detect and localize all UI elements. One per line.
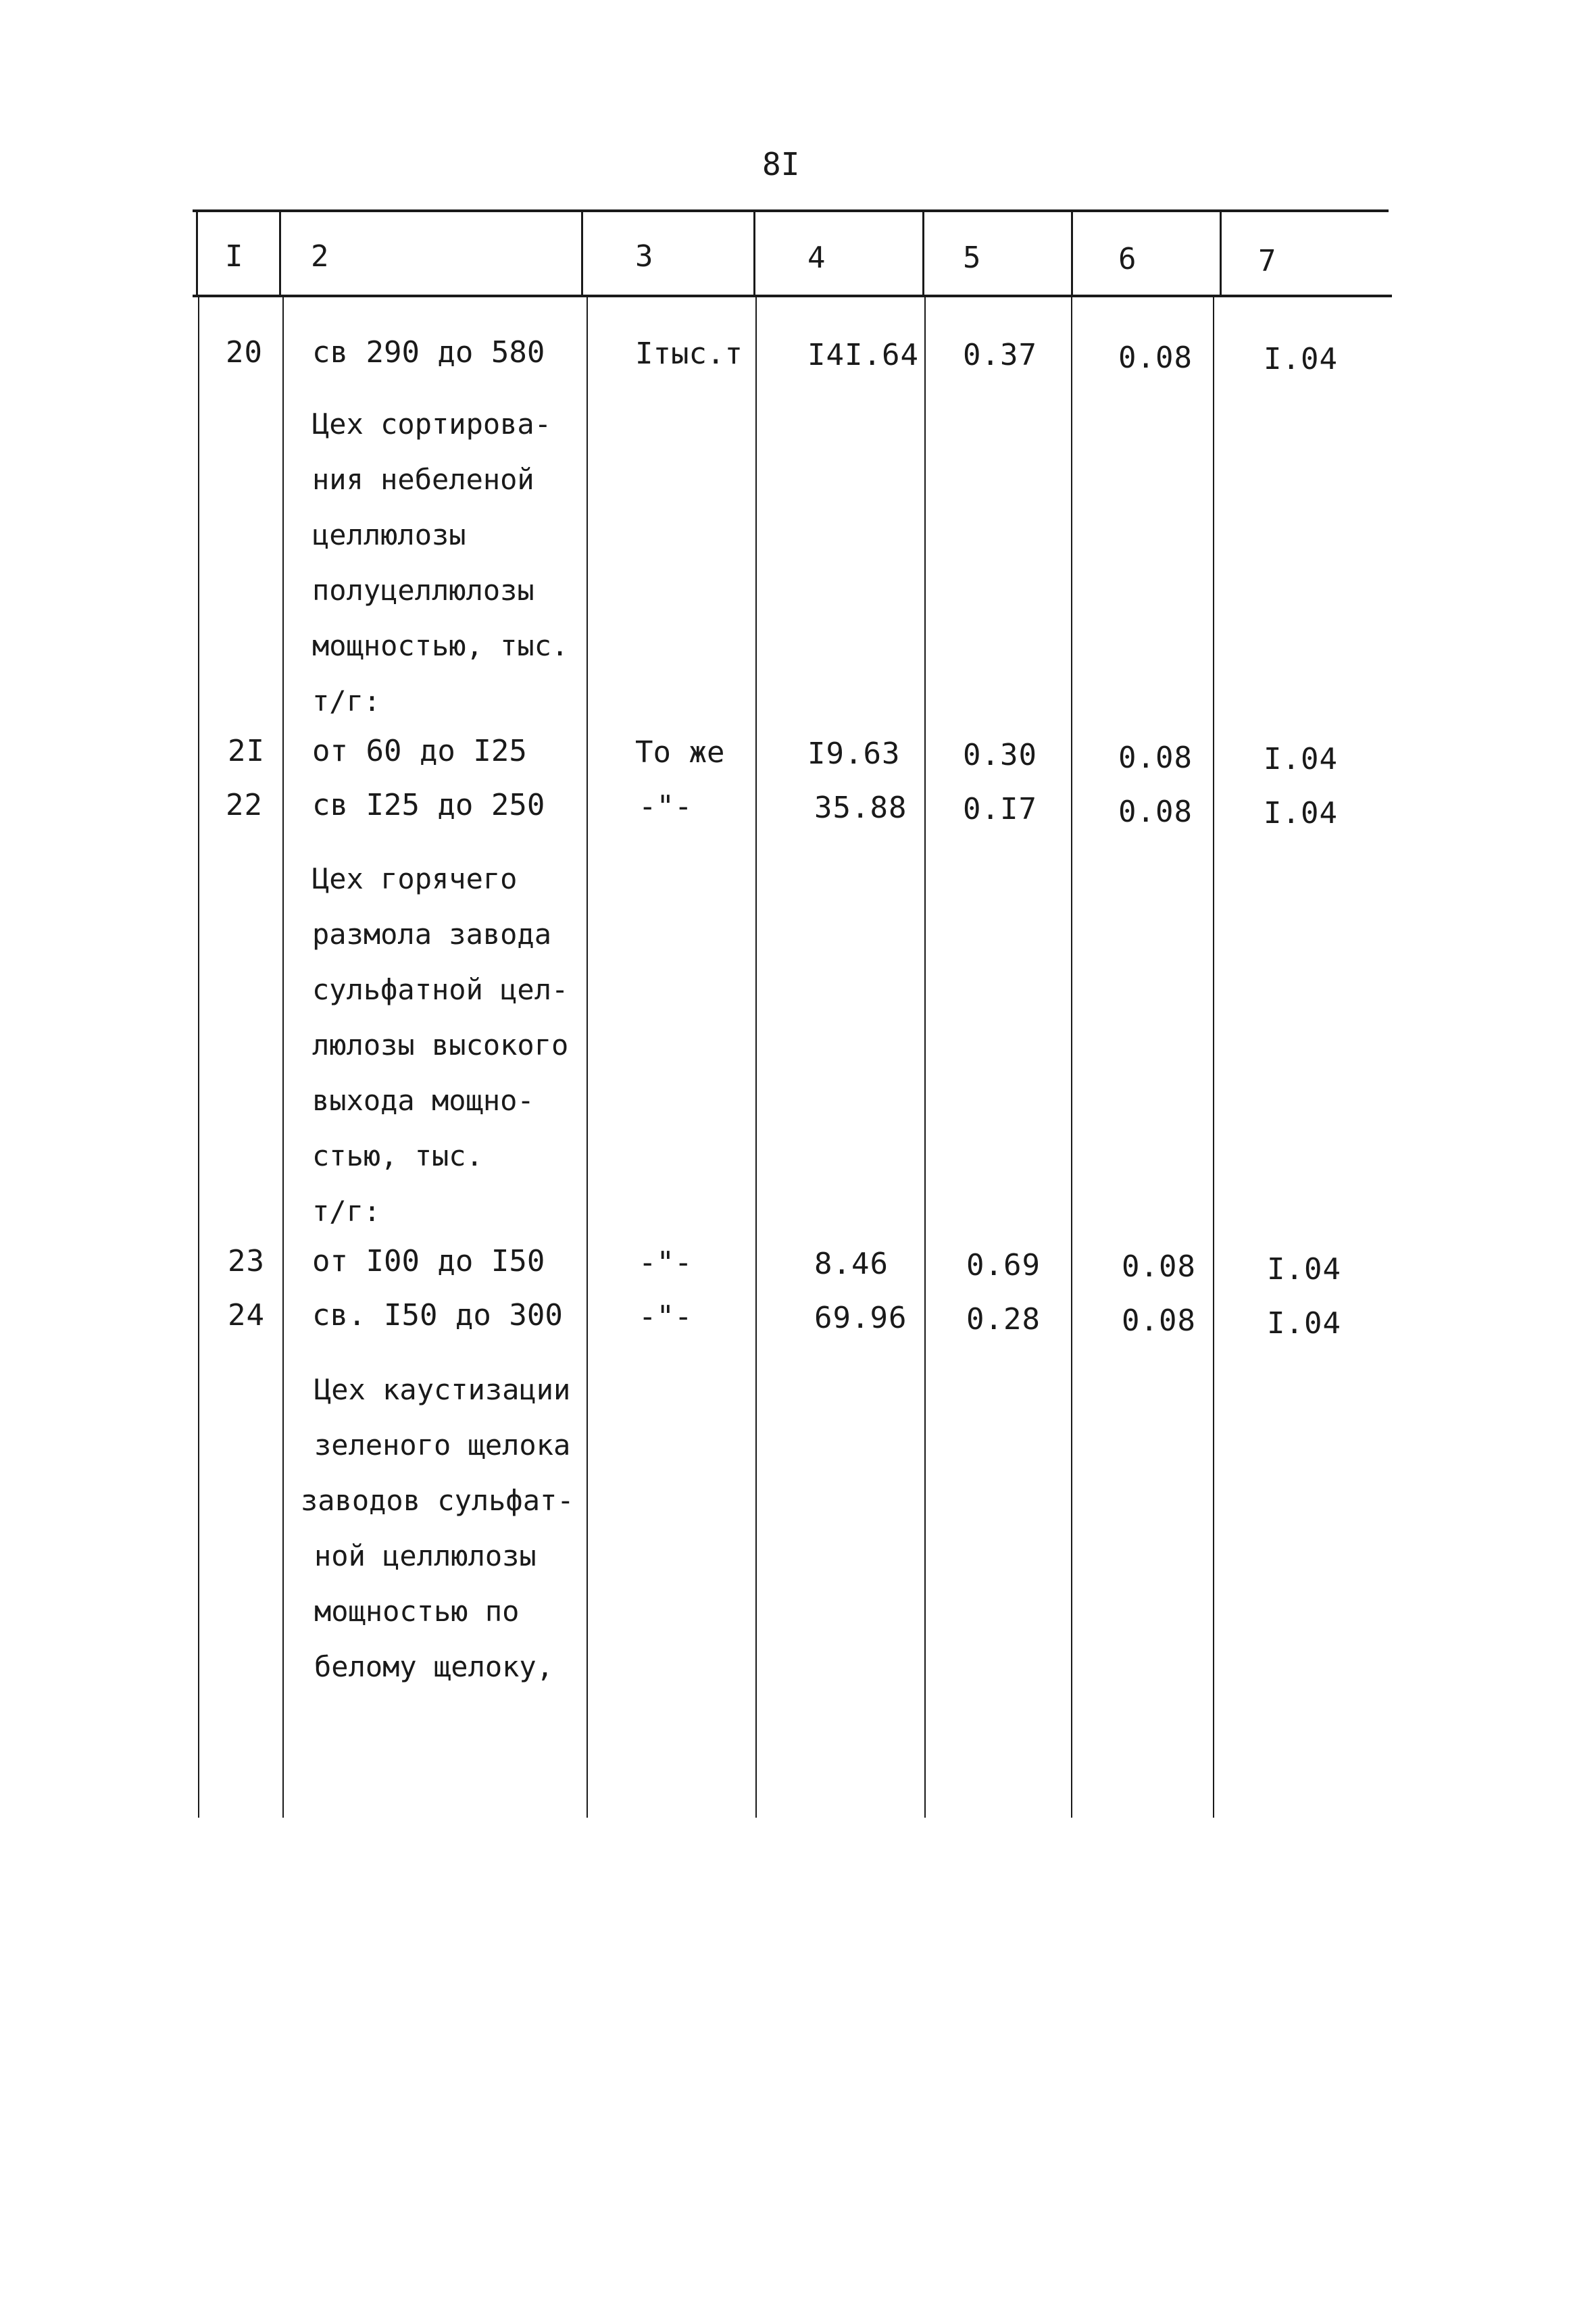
row-number: 2I — [228, 734, 265, 768]
row-name: св. I50 до 300 — [312, 1298, 563, 1333]
group-heading-line: сульфатной цел- — [312, 973, 569, 1006]
row-unit: Iтыс.т — [635, 337, 743, 371]
row-col-7: I.04 — [1264, 796, 1338, 830]
row-col-5: 0.30 — [963, 738, 1037, 772]
row-unit: То же — [635, 735, 725, 770]
group-heading-line: Цех горячего — [312, 862, 518, 895]
group-heading-line: люлозы высокого — [312, 1028, 569, 1062]
group-heading-line: выхода мощно- — [312, 1084, 534, 1117]
header-bottom-rule — [193, 295, 1392, 297]
col-body-2 — [587, 297, 588, 1818]
group-heading-line: зеленого щелока — [314, 1428, 571, 1462]
row-col-5: 0.69 — [966, 1248, 1041, 1283]
row-name: св I25 до 250 — [312, 788, 545, 822]
row-unit: -"- — [639, 1299, 693, 1334]
row-number: 23 — [228, 1244, 265, 1278]
group-heading-line: т/г: — [312, 1195, 381, 1228]
col-body-left — [198, 297, 199, 1818]
col-border-1 — [279, 209, 281, 297]
row-name: от 60 до I25 — [312, 734, 527, 768]
group-heading-line: полуцеллюлозы — [312, 574, 534, 607]
row-col-6: 0.08 — [1118, 795, 1193, 829]
col-border-4 — [922, 209, 924, 297]
row-col-6: 0.08 — [1118, 741, 1193, 775]
row-col-7: I.04 — [1267, 1306, 1341, 1341]
group-heading-line: размола завода — [312, 918, 552, 951]
header-col-6: 6 — [1118, 242, 1137, 276]
header-col-3: 3 — [635, 239, 653, 274]
row-col-6: 0.08 — [1122, 1303, 1196, 1338]
group-heading-line: Цех каустизации — [314, 1373, 571, 1406]
header-col-5: 5 — [963, 241, 981, 275]
row-number: 22 — [226, 788, 263, 822]
row-col-7: I.04 — [1264, 742, 1338, 776]
group-heading-line: заводов сульфат- — [301, 1484, 574, 1517]
col-body-1 — [282, 297, 284, 1818]
row-col-4: 69.96 — [814, 1301, 907, 1335]
header-col-4: 4 — [807, 241, 826, 275]
group-heading-line: целлюлозы — [312, 518, 466, 551]
row-name: от I00 до I50 — [312, 1244, 545, 1278]
group-heading-line: т/г: — [312, 684, 381, 718]
header-col-7: 7 — [1258, 244, 1276, 278]
col-border-left — [196, 209, 198, 297]
group-heading-line: белому щелоку, — [314, 1650, 554, 1683]
header-col-2: 2 — [311, 239, 329, 274]
group-heading-line: ной целлюлозы — [314, 1539, 537, 1572]
page-number: 8I — [762, 146, 800, 182]
row-col-4: I9.63 — [807, 737, 901, 771]
row-number: 24 — [228, 1298, 265, 1333]
row-col-7: I.04 — [1267, 1252, 1341, 1287]
row-unit: -"- — [639, 1245, 693, 1280]
row-unit: -"- — [639, 789, 693, 824]
row-col-4: I4I.64 — [807, 338, 919, 372]
group-heading-line: мощностью, тыс. — [312, 629, 569, 662]
row-col-5: 0.37 — [963, 338, 1037, 372]
row-col-5: 0.I7 — [963, 792, 1037, 826]
col-border-5 — [1071, 209, 1073, 297]
row-col-7: I.04 — [1264, 342, 1338, 376]
row-col-5: 0.28 — [966, 1302, 1041, 1337]
col-border-2 — [581, 209, 583, 297]
row-name: св 290 до 580 — [312, 335, 545, 370]
col-border-6 — [1220, 209, 1222, 297]
group-heading-line: стью, тыс. — [312, 1139, 483, 1172]
col-body-3 — [755, 297, 757, 1818]
row-col-4: 8.46 — [814, 1247, 889, 1281]
col-body-5 — [1071, 297, 1072, 1818]
col-border-3 — [753, 209, 755, 297]
group-heading-line: мощностью по — [314, 1595, 520, 1628]
row-col-6: 0.08 — [1122, 1249, 1196, 1284]
col-body-4 — [924, 297, 926, 1818]
group-heading-line: ния небеленой — [312, 463, 534, 496]
table-top-rule — [193, 209, 1389, 212]
row-col-6: 0.08 — [1118, 341, 1193, 375]
row-col-4: 35.88 — [814, 791, 907, 825]
col-body-6 — [1213, 297, 1214, 1818]
row-number: 20 — [226, 335, 263, 370]
header-col-1: I — [225, 239, 243, 274]
group-heading-line: Цех сортирова- — [312, 407, 552, 441]
